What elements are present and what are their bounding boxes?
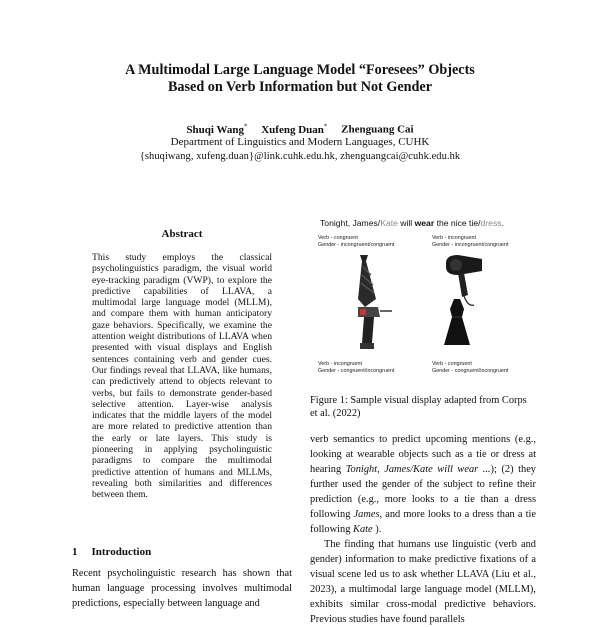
author-emails: {shuqiwang, xufeng.duan}@link.cuhk.edu.hk, zhenguangcai@cuhk.edu.hk xyxy=(139,151,461,162)
title-line-2: Based on Verb Information but Not Gender xyxy=(167,79,433,95)
author-list xyxy=(40,122,560,136)
paragraph-1: verb semantics to predict upcoming mentions (e.g., looking at wearable objects such as a tie or dress at hearing Tonight, James/Kate will wear ...); (2) they further used the gender of the subject to refine their prediction (e.g., more looks to a tie than a dress following James, and more looks to a dress than a tie following Kate ). xyxy=(310,434,536,535)
author-1: Shuqi Wang* xyxy=(186,122,248,136)
drill-icon xyxy=(358,307,392,349)
paper-title xyxy=(40,62,560,96)
label-bottom-left: Verb - incongruent Gender - congruent/incongruent xyxy=(318,361,395,374)
label-bottom-right: Verb - congruent Gender - congruent/incongruent xyxy=(432,361,509,374)
introduction-text: Recent psycholinguistic research has shown that human language processing involves multimodal predictions, especially between language and xyxy=(72,568,292,609)
necktie-icon xyxy=(358,255,376,307)
affiliation: Department of Linguistics and Modern Languages, CUHK xyxy=(170,136,430,148)
visual-display-figure xyxy=(314,233,514,383)
abstract-heading: Abstract xyxy=(161,228,203,240)
label-top-left: Verb - congruent Gender - incongruent/congruent xyxy=(318,235,395,248)
author-3: Zhenguang Cai xyxy=(341,123,414,136)
section-title: Introduction xyxy=(91,546,152,558)
label-top-right: Verb - incongruent Gender - incongruent/congruent xyxy=(432,235,509,248)
author-2: Xufeng Duan* xyxy=(261,122,328,136)
section-heading-introduction xyxy=(72,546,165,558)
figure-drawings xyxy=(314,233,514,383)
paragraph-2: The finding that humans use linguistic (verb and gender) information to make predictive fixations of a visual scene led us to ask whether LLAVA (Liu et al., 2023), a multimodal large language model (MLLM), exhibits similar cross-modal predictive behaviors. Previous studies have found parallels xyxy=(310,539,536,625)
figure-caption: Figure 1: Sample visual display adapted from Corps et al. (2022) xyxy=(310,395,527,419)
figure-sentence: Tonight, James/Kate will wear the nice tie/dress. xyxy=(320,218,504,228)
abstract-text: This study employs the classical psycholinguistics paradigm, the visual world eye-tracking paradigm (VWP), to explore the predictive capabilities of LLAVA, a multimodal large language model (MLLM), and compare them with human anticipatory gaze behaviors. Specifically, we examine the attention weight distributions of LLAVA when presented with visual displays and English sentences containing verb and gender cues. Our findings reveal that LLAVA, like humans, can predictively attend to objects relevant to verbs, but fails to demonstrate gender-based selective attention. Layer-wise analysis indicates that the middle layers of the model are more related to predictive attention than the early or late layers. This study is pioneering in applying psycholinguistic paradigms to compare the multimodal predictive attention of humans and MLLMs, revealing both similarities and differences between them. xyxy=(92,252,272,501)
title-line-1: A Multimodal Large Language Model “Foresees” Objects xyxy=(125,62,475,78)
hair-dryer-icon xyxy=(446,255,482,305)
right-column-text xyxy=(310,432,536,627)
dress-icon xyxy=(444,299,470,345)
section-number: 1 xyxy=(72,546,78,558)
